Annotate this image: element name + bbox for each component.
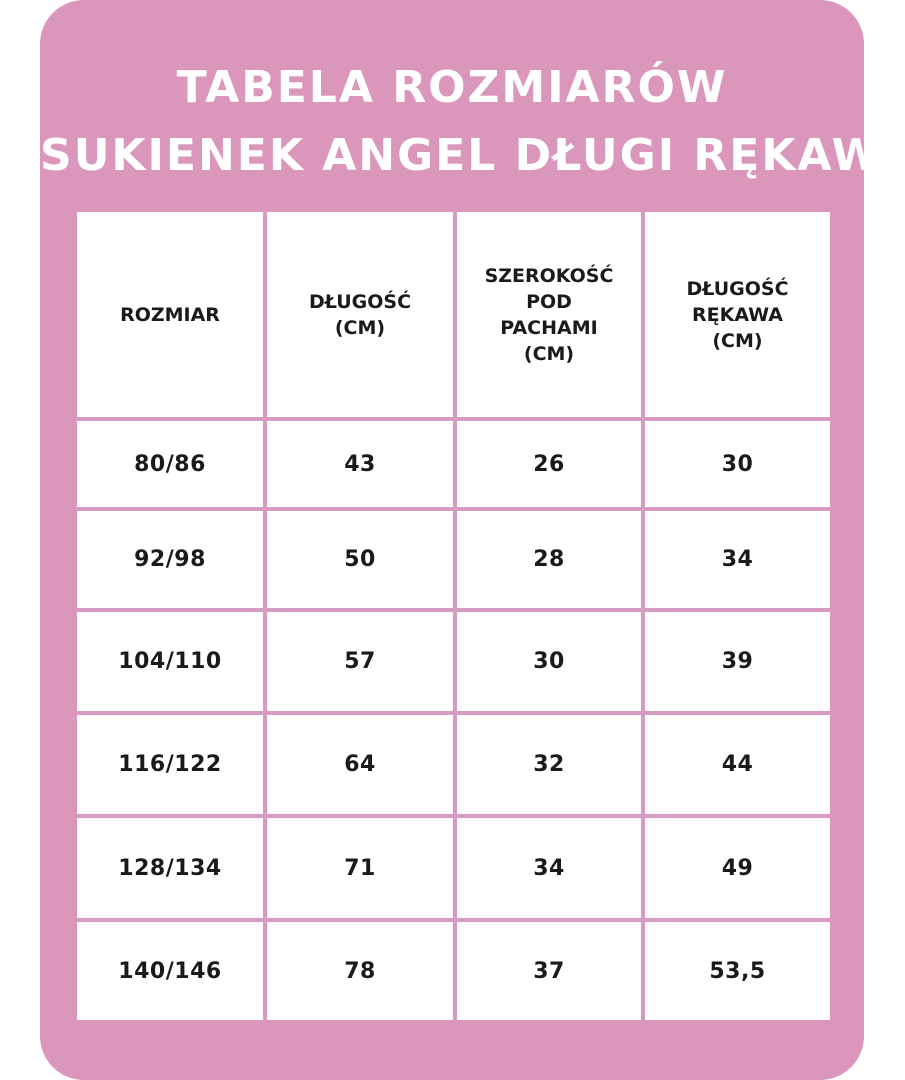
table-cell: 37	[457, 922, 641, 1020]
table-cell: 140/146	[77, 922, 263, 1020]
chart-title: TABELA ROZMIARÓW	[176, 62, 728, 113]
header-size: ROZMIAR	[77, 212, 263, 417]
table-cell: 39	[645, 612, 830, 711]
table-cell: 49	[645, 818, 830, 918]
table-cell: 80/86	[77, 421, 263, 507]
table-cell: 44	[645, 715, 830, 814]
table-cell: 78	[267, 922, 453, 1020]
header-chest-width: SZEROKOŚĆ POD PACHAMI (CM)	[457, 212, 641, 417]
table-cell: 53,5	[645, 922, 830, 1020]
size-table	[77, 212, 828, 1016]
table-cell: 26	[457, 421, 641, 507]
table-cell: 50	[267, 511, 453, 608]
header-sleeve-length: DŁUGOŚĆ RĘKAWA (CM)	[645, 212, 830, 417]
table-cell: 57	[267, 612, 453, 711]
table-cell: 34	[457, 818, 641, 918]
table-cell: 116/122	[77, 715, 263, 814]
table-cell: 128/134	[77, 818, 263, 918]
table-cell: 92/98	[77, 511, 263, 608]
header-length: DŁUGOŚĆ (CM)	[267, 212, 453, 417]
table-cell: 32	[457, 715, 641, 814]
chart-subtitle: SUKIENEK ANGEL DŁUGI RĘKAW	[40, 130, 883, 181]
table-cell: 71	[267, 818, 453, 918]
table-cell: 104/110	[77, 612, 263, 711]
table-cell: 30	[645, 421, 830, 507]
table-cell: 64	[267, 715, 453, 814]
table-cell: 30	[457, 612, 641, 711]
table-cell: 34	[645, 511, 830, 608]
table-cell: 43	[267, 421, 453, 507]
table-cell: 28	[457, 511, 641, 608]
